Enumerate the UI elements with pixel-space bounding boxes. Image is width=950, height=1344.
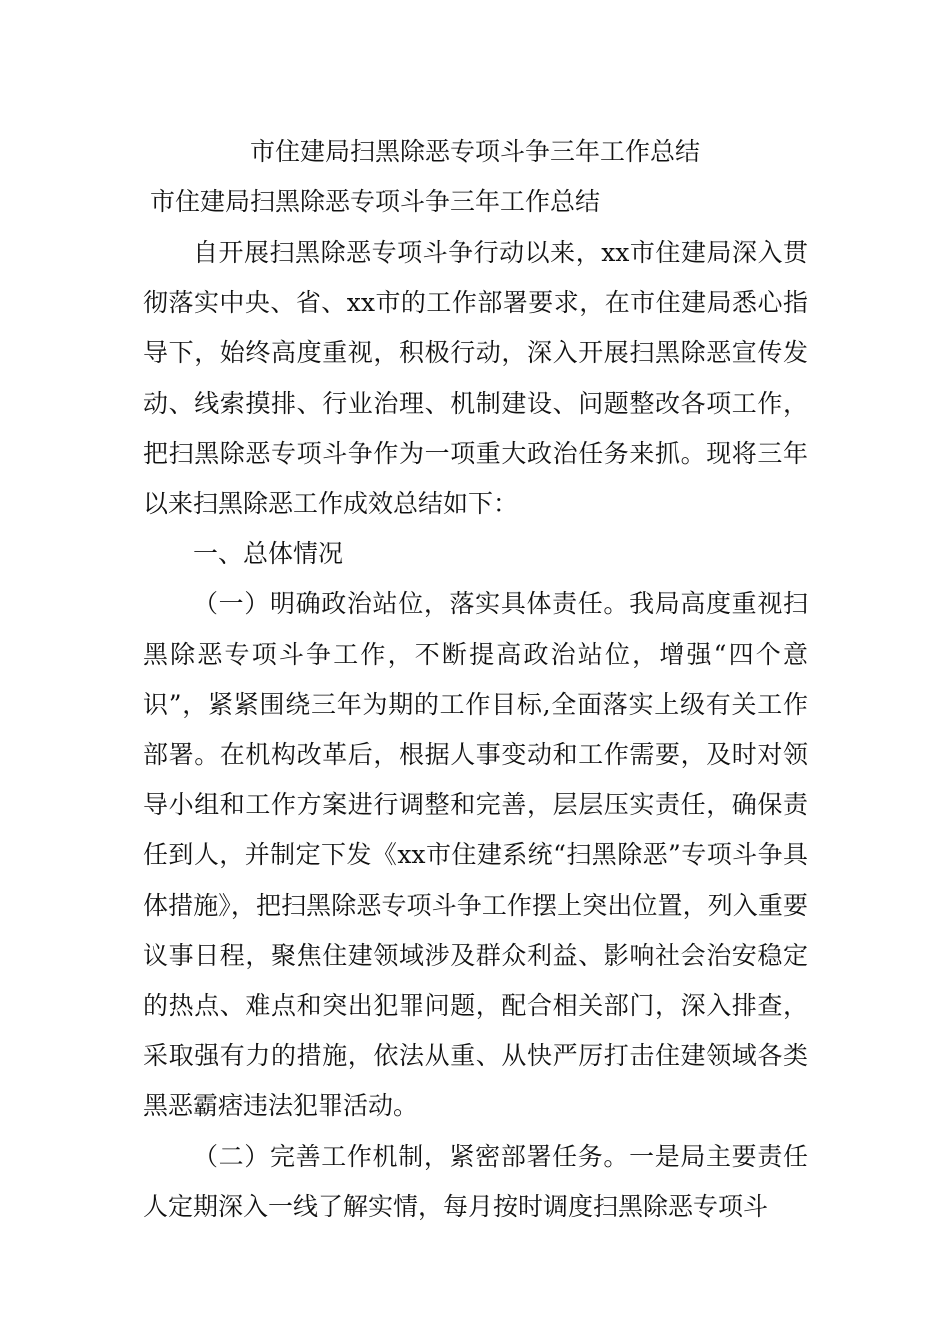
section-heading-overview: 一、总体情况	[193, 539, 344, 569]
document-title: 市住建局扫黑除恶专项斗争三年工作总结	[249, 137, 700, 166]
paragraph-intro: 自开展扫黑除恶专项斗争行动以来，xx市住建局深入贯彻落实中央、省、xx市的工作部署要求，在市住建局悉心指导下，始终高度重视，积极行动，深入开展扫黑除恶宣传发动、线索摸排、行业治理、机制建设、问题整改各项工作，把扫黑除恶专项斗争作为一项重大政治任务来抓。现将三年以来扫黑除恶工作成效总结如下：	[143, 238, 808, 519]
paragraph-section-1: （一）明确政治站位，落实具体责任。我局高度重视扫黑除恶专项斗争工作，不断提高政治站位，增强“四个意识”，紧紧围绕三年为期的工作目标,全面落实上级有关工作部署。在机构改革后，根据人事变动和工作需要，及时对领导小组和工作方案进行调整和完善，层层压实责任，确保责任到人，并制定下发《xx市住建系统“扫黑除恶”专项斗争具体措施》，把扫黑除恶专项斗争工作摆上突出位置，列入重要议事日程，聚焦住建领域涉及群众利益、影响社会治安稳定的热点、难点和突出犯罪问题，配合相关部门，深入排查，采取强有力的措施，依法从重、从快严厉打击住建领域各类黑恶霸痞违法犯罪活动。	[143, 589, 808, 1121]
document-subtitle: 市住建局扫黑除恶专项斗争三年工作总结	[150, 187, 601, 216]
document-body	[143, 228, 808, 1232]
paragraph-section-2: （二）完善工作机制，紧密部署任务。一是局主要责任人定期深入一线了解实情，每月按时调度扫黑除恶专项斗	[143, 1141, 808, 1221]
